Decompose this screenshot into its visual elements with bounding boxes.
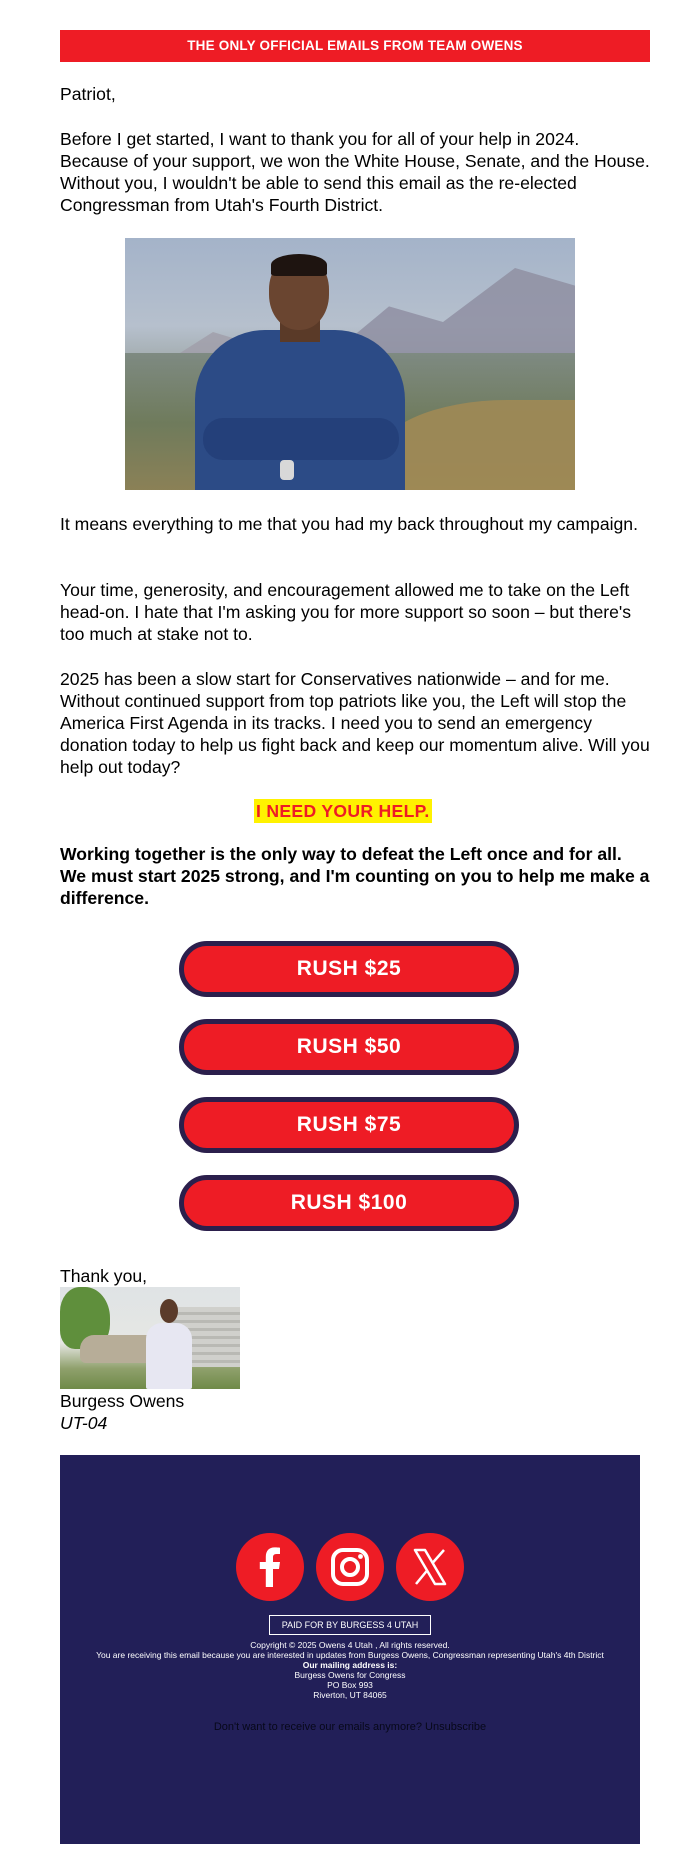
mailing-po-box: PO Box 993 — [327, 1680, 373, 1690]
signoff-name: Burgess Owens — [60, 1391, 185, 1411]
unsubscribe-link[interactable]: Don't want to receive our emails anymore? Unsubscribe — [213, 1721, 487, 1733]
need-help-highlight: I NEED YOUR HELP. — [256, 801, 430, 821]
facebook-icon[interactable] — [236, 1533, 304, 1601]
paragraph-appeal: 2025 has been a slow start for Conservatives nationwide – and for me. Without continued support from top patriots like you, the Left will stop the America First Agenda in its tracks. I need you to send an emergency donation today to help us fight back and keep our momentum alive. Will you help out today? — [60, 669, 650, 777]
paid-for-notice: PAID FOR BY BURGESS 4 UTAH — [269, 1615, 431, 1635]
hero-photo — [125, 238, 575, 490]
rush-50-button[interactable]: RUSH $50 — [179, 1019, 519, 1075]
rush-25-button[interactable]: RUSH $25 — [179, 941, 519, 997]
receiving-reason: You are receiving this email because you are interested in updates from Burgess Owens, Congressman representing Utah's 4th District — [96, 1650, 604, 1660]
paragraph-support: Your time, generosity, and encouragement allowed me to take on the Left head-on. I hate that I'm asking you for more support so soon – but there's too much at stake not to. — [60, 580, 632, 644]
person-head — [160, 1299, 178, 1323]
person-watch — [280, 460, 294, 480]
footer — [60, 1455, 640, 1844]
person-shirt — [195, 330, 405, 490]
person-hair — [271, 254, 327, 276]
official-emails-banner: THE ONLY OFFICIAL EMAILS FROM TEAM OWENS — [60, 30, 650, 62]
greeting: Patriot, — [60, 84, 116, 104]
rush-75-button[interactable]: RUSH $75 — [179, 1097, 519, 1153]
signoff-district: UT-04 — [60, 1413, 108, 1433]
mailing-address-heading: Our mailing address is: — [302, 1660, 398, 1670]
paragraph-thanks: Before I get started, I want to thank you for all of your help in 2024. Because of your support, we won the White House, Senate, and the House. Without you, I wouldn't be able to send this email as the re-elected Congressman from Utah's Fourth District. — [60, 129, 650, 215]
paragraph-campaign: It means everything to me that you had my back throughout my campaign. — [60, 514, 638, 534]
signature-photo — [60, 1287, 240, 1389]
x-icon[interactable] — [396, 1533, 464, 1601]
person-crossed-arms — [203, 418, 399, 460]
rush-100-button[interactable]: RUSH $100 — [179, 1175, 519, 1231]
mailing-city: Riverton, UT 84065 — [313, 1690, 387, 1700]
instagram-icon[interactable] — [316, 1533, 384, 1601]
signoff-thanks: Thank you, — [60, 1266, 148, 1286]
person-shirt — [146, 1323, 192, 1389]
mailing-org: Burgess Owens for Congress — [294, 1670, 406, 1680]
bold-appeal: Working together is the only way to defeat the Left once and for all. We must start 2025 strong, and I'm counting on you to help me make a difference. — [60, 844, 650, 908]
copyright: Copyright © 2025 Owens 4 Utah , All rights reserved. — [250, 1640, 450, 1650]
